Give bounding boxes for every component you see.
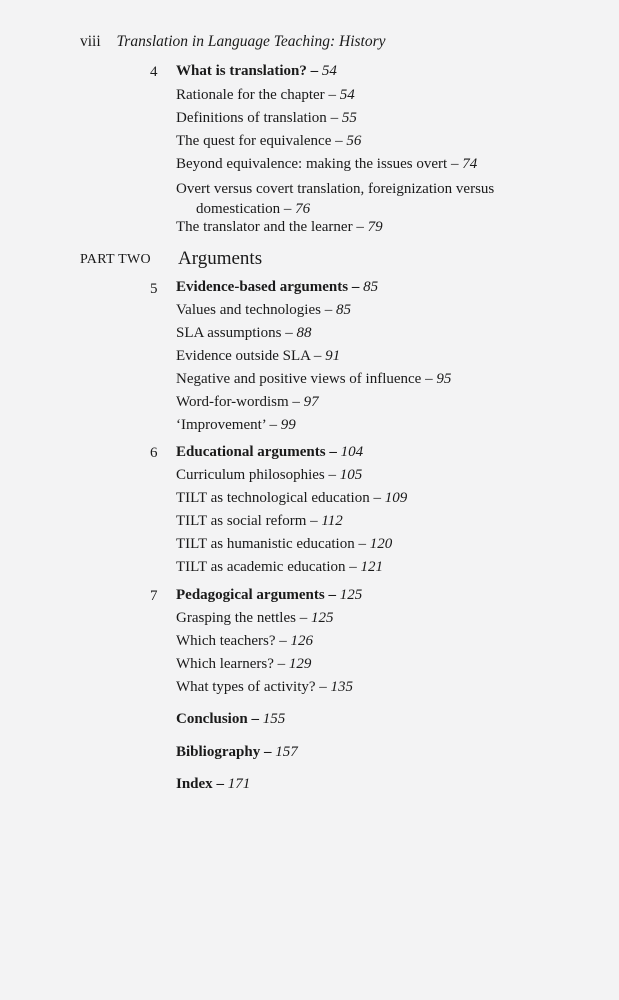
dash: – — [247, 711, 263, 727]
chapter-6-page: 104 — [340, 444, 364, 460]
entry-page: 171 — [227, 776, 251, 792]
toc-entry — [176, 536, 392, 553]
dash: – — [447, 156, 463, 172]
folio: viii — [80, 33, 101, 50]
entry-text: Values and technologies — [176, 302, 321, 318]
chapter-4-title — [176, 63, 337, 80]
chapter-5-number: 5 — [150, 281, 158, 297]
chapter-5-title — [176, 279, 378, 296]
toc-entry — [176, 371, 451, 388]
dash: – — [281, 325, 297, 341]
entry-text-line1: Overt versus covert translation, foreignization versus — [176, 181, 495, 197]
dash: – — [348, 279, 364, 295]
entry-text: Negative and positive views of influence — [176, 371, 422, 387]
entry-page: 109 — [384, 490, 408, 506]
entry-text: The translator and the learner — [176, 219, 353, 235]
entry-page: 85 — [335, 302, 351, 318]
dash: – — [354, 536, 370, 552]
toc-entry — [176, 490, 407, 507]
dash: – — [275, 633, 291, 649]
bibliography-entry — [176, 744, 298, 761]
dash: – — [325, 444, 341, 460]
entry-text: Which learners? — [176, 656, 274, 672]
dash: – — [212, 776, 228, 792]
chapter-4-number: 4 — [150, 64, 158, 80]
dash: – — [273, 656, 289, 672]
chapter-7-page: 125 — [339, 587, 363, 603]
toc-entry — [176, 156, 477, 173]
chapter-6-number: 6 — [150, 445, 158, 461]
part-title: Arguments — [178, 248, 263, 269]
dash: – — [324, 87, 340, 103]
part-label: PART TWO — [80, 252, 151, 267]
entry-text: Evidence outside SLA — [176, 348, 311, 364]
dash: – — [421, 371, 437, 387]
toc-entry — [176, 302, 351, 319]
entry-page: 112 — [321, 513, 343, 529]
chapter-4-page: 54 — [321, 63, 337, 79]
entry-text: The quest for equivalence — [176, 133, 332, 149]
chapter-7-title — [176, 587, 362, 604]
dash: – — [324, 587, 340, 603]
toc-entry — [176, 656, 311, 673]
dash: – — [260, 744, 276, 760]
conclusion-entry — [176, 711, 285, 728]
dash: – — [315, 679, 331, 695]
entry-page: 121 — [360, 559, 384, 575]
toc-entry — [176, 633, 313, 650]
toc-entry — [176, 559, 383, 576]
toc-entry — [176, 110, 357, 127]
entry-page: 135 — [330, 679, 354, 695]
entry-text: Grasping the nettles — [176, 610, 296, 626]
dash: – — [288, 394, 304, 410]
toc-entry — [176, 87, 355, 104]
entry-text: Index — [176, 776, 213, 792]
toc-entry-wrapped — [176, 179, 566, 219]
dash: – — [320, 302, 336, 318]
chapter-5-page: 85 — [363, 279, 379, 295]
entry-page: 74 — [462, 156, 478, 172]
toc-entry — [176, 348, 340, 365]
toc-entry — [176, 513, 343, 530]
toc-entry — [176, 133, 361, 150]
entry-text: Which teachers? — [176, 633, 276, 649]
book-title: Translation in Language Teaching: History — [116, 33, 386, 50]
dash: – — [352, 219, 368, 235]
entry-page: 55 — [341, 110, 357, 126]
entry-page: 155 — [262, 711, 286, 727]
chapter-4-title-text: What is translation? — [176, 63, 307, 79]
entry-text: Word-for-wordism — [176, 394, 289, 410]
dash: – — [310, 348, 326, 364]
show-through-decoration — [418, 96, 423, 119]
running-head — [80, 33, 386, 51]
entry-page: 99 — [280, 417, 296, 433]
entry-page: 88 — [296, 325, 312, 341]
index-entry — [176, 776, 250, 793]
entry-text: Rationale for the chapter — [176, 87, 325, 103]
entry-page: 125 — [310, 610, 334, 626]
entry-text: ‘Improvement’ — [176, 417, 266, 433]
entry-page: 91 — [325, 348, 341, 364]
entry-text: Curriculum philosophies — [176, 467, 325, 483]
toc-entry — [176, 219, 383, 236]
entry-page: 54 — [339, 87, 355, 103]
dash: – — [306, 63, 322, 79]
dash: – — [306, 513, 322, 529]
entry-page: 129 — [288, 656, 312, 672]
entry-page: 79 — [367, 219, 383, 235]
chapter-6-title-text: Educational arguments — [176, 444, 326, 460]
entry-page: 120 — [369, 536, 393, 552]
chapter-6-title — [176, 444, 363, 461]
dash: – — [280, 201, 296, 217]
entry-text: SLA assumptions — [176, 325, 282, 341]
toc-entry — [176, 417, 296, 434]
dash: – — [295, 610, 311, 626]
entry-page: 56 — [346, 133, 362, 149]
dash: – — [331, 133, 347, 149]
dash: – — [326, 110, 342, 126]
entry-page: 157 — [275, 744, 298, 760]
entry-page: 95 — [436, 371, 452, 387]
dash: – — [345, 559, 361, 575]
chapter-7-number: 7 — [150, 588, 158, 604]
entry-text: Bibliography — [176, 744, 261, 760]
entry-text: TILT as technological education — [176, 490, 370, 506]
entry-page: 97 — [303, 394, 319, 410]
entry-text: Conclusion — [176, 711, 248, 727]
entry-text: What types of activity? — [176, 679, 316, 695]
dash: – — [324, 467, 340, 483]
entry-page: 126 — [290, 633, 314, 649]
toc-entry — [176, 610, 333, 627]
entry-text: TILT as humanistic education — [176, 536, 355, 552]
toc-entry — [176, 394, 319, 411]
chapter-5-title-text: Evidence-based arguments — [176, 279, 349, 295]
entry-text: TILT as social reform — [176, 513, 307, 529]
toc-entry — [176, 467, 362, 484]
entry-text-line2: domestication — [196, 201, 281, 217]
entry-text: TILT as academic education — [176, 559, 346, 575]
toc-entry — [176, 325, 311, 342]
entry-text: Definitions of translation — [176, 110, 327, 126]
dash: – — [369, 490, 385, 506]
entry-page: 105 — [339, 467, 363, 483]
dash: – — [265, 417, 281, 433]
toc-entry — [176, 679, 353, 696]
chapter-7-title-text: Pedagogical arguments — [176, 587, 325, 603]
entry-page: 76 — [295, 201, 311, 217]
entry-text-line2-wrap — [176, 199, 566, 219]
entry-text: Beyond equivalence: making the issues overt — [176, 156, 448, 172]
